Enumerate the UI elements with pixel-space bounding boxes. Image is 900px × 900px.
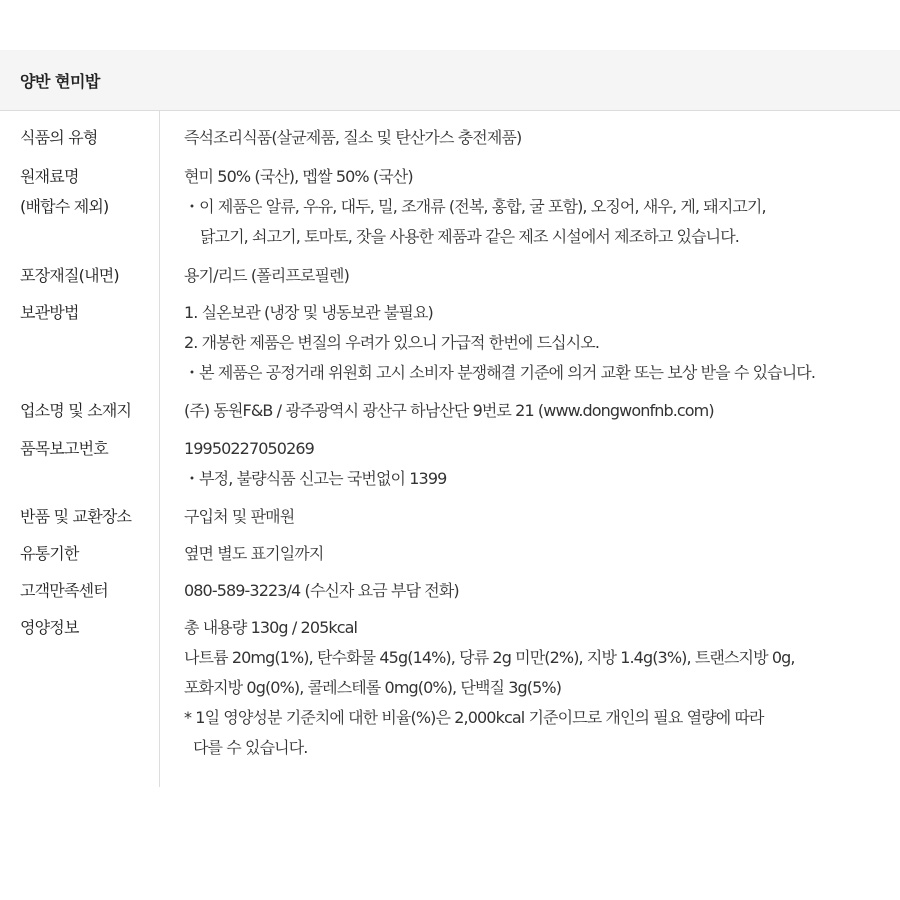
row-value: 즉석조리식품(살균제품, 질소 및 탄산가스 충전제품) [184,128,522,147]
allergen-notice: ・이 제품은 알류, 우유, 대두, 밀, 조개류 (전복, 홍합, 굴 포함), 오징어, 새우, 게, 돼지고기, [184,197,766,216]
row-value: 1. 실온보관 (냉장 및 냉동보관 불필요) 2. 개봉한 제품은 변질의 우려가 있으니 가급적 한번에 드십시오. ・본 제품은 공정거래 위원회 고시 소비자 분쟁해결 기준에 의거 교환 또는 보상 받을 수 있습니다. [184,303,816,382]
column-divider [159,111,160,787]
row-label: 식품의 유형 [20,128,98,147]
product-title: 양반 현미밥 [20,72,100,91]
nutrition-footnote: * 1일 영양성분 기준치에 대한 비율(%)은 2,000kcal 기준이므로 개인의 필요 열량에 따라 [184,708,764,727]
row-label: 품목보고번호 [20,439,108,458]
row-value: 용기/리드 (폴리프로필렌) [184,266,349,285]
product-header [0,50,900,111]
row-value: 19950227050269 ・부정, 불량식품 신고는 국번없이 1399 [184,439,447,488]
row-label: 원재료명 (배합수 제외) [20,167,109,216]
row-value: 총 내용량 130g / 205kcal 나트륨 20mg(1%), 탄수화물 45g(14%), 당류 2g 미만(2%), 지방 1.4g(3%), 트랜스지방 0g, 포화지방 0g(0%), 콜레스테롤 0mg(0%), 단백질 3g(5%) * 1일 영양성분 기준치에 대한 비율(%)은 2,000kcal 기준이므로 개인의 필요 열량에 따라 다를 수 있습니다. [184,618,795,757]
row-value: (주) 동원F&B / 광주광역시 광산구 하남산단 9번로 21 (www.dongwonfnb.com) [184,401,714,420]
row-label: 업소명 및 소재지 [20,401,132,420]
row-value: 현미 50% (국산), 멥쌀 50% (국산) ・이 제품은 알류, 우유, 대두, 밀, 조개류 (전복, 홍합, 굴 포함), 오징어, 새우, 게, 돼지고기, 닭고기, 쇠고기, 토마토, 잣을 사용한 제품과 같은 제조 시설에서 제조하고 있습니다. [184,167,766,246]
row-value: 구입처 및 판매원 [184,507,295,526]
row-label: 고객만족센터 [20,581,108,600]
row-label: 포장재질(내면) [20,266,119,285]
row-label: 보관방법 [20,303,79,322]
row-label: 영양정보 [20,618,79,637]
row-label: 유통기한 [20,544,79,563]
row-value: 080-589-3223/4 (수신자 요금 부담 전화) [184,581,459,600]
row-value: 옆면 별도 표기일까지 [184,544,324,563]
row-label: 반품 및 교환장소 [20,507,132,526]
